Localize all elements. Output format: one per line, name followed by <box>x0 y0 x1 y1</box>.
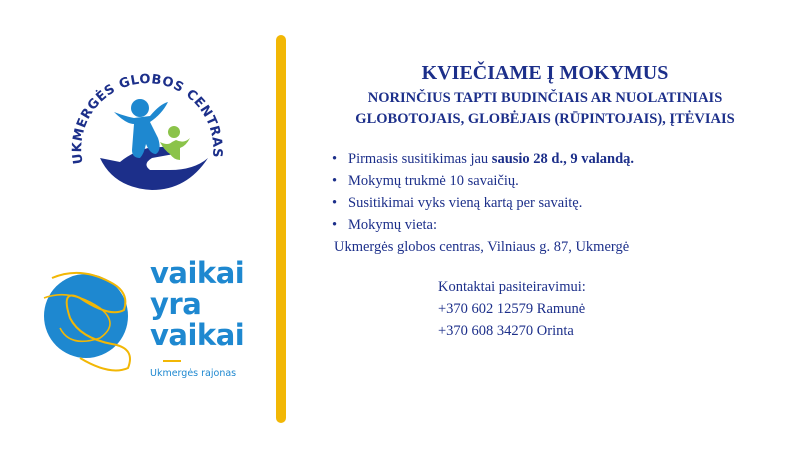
wordmark-line-3: vaikai <box>150 318 245 352</box>
wordmark-underline <box>163 360 181 362</box>
list-item-bold-text: sausio 28 d., 9 valandą. <box>491 151 635 167</box>
contacts-block <box>438 276 790 342</box>
info-list <box>300 148 790 236</box>
list-item-text: Susitikimai vyks vieną kartą per savaitę. <box>348 195 583 211</box>
vaikai-yra-vaikai-wordmark <box>150 258 244 351</box>
ukmerges-globos-centras-logo <box>62 50 234 202</box>
vertical-divider <box>276 35 286 423</box>
wordmark-line-1: vaikai <box>150 256 245 290</box>
wordmark-line-2: yra <box>150 287 202 321</box>
list-item <box>332 170 790 192</box>
invitation-subtitle-line-1: NORINČIUS TAPTI BUDINČIAIS AR NUOLATINIAIS <box>367 90 723 106</box>
invitation-subtitle-line-2: GLOBOTOJAIS, GLOBĖJAIS (RŪPINTOJAIS), ĮTĖVIAIS <box>355 111 735 127</box>
list-item-text: Pirmasis susitikimas jau <box>348 151 492 167</box>
list-item <box>332 148 790 170</box>
list-item <box>332 214 790 236</box>
contacts-heading: Kontaktai pasiteiravimui: <box>438 279 586 295</box>
list-item-text: Mokymų trukmė 10 savaičių. <box>348 173 519 189</box>
list-item-text: Mokymų vieta: <box>348 217 438 233</box>
training-location: Ukmergės globos centras, Vilniaus g. 87, Ukmergė <box>334 239 630 255</box>
invitation-content <box>300 60 790 342</box>
wordmark-subtitle: Ukmergės rajonas <box>150 368 237 379</box>
invitation-title: KVIEČIAME Į MOKYMUS <box>421 62 669 84</box>
list-item <box>332 192 790 214</box>
contact-line: +370 602 12579 Ramunė <box>438 301 586 317</box>
contact-line: +370 608 34270 Orinta <box>438 323 574 339</box>
child-figure <box>160 138 190 160</box>
logo-arc-text: UKMERGĖS GLOBOS CENTRAS <box>70 72 225 165</box>
